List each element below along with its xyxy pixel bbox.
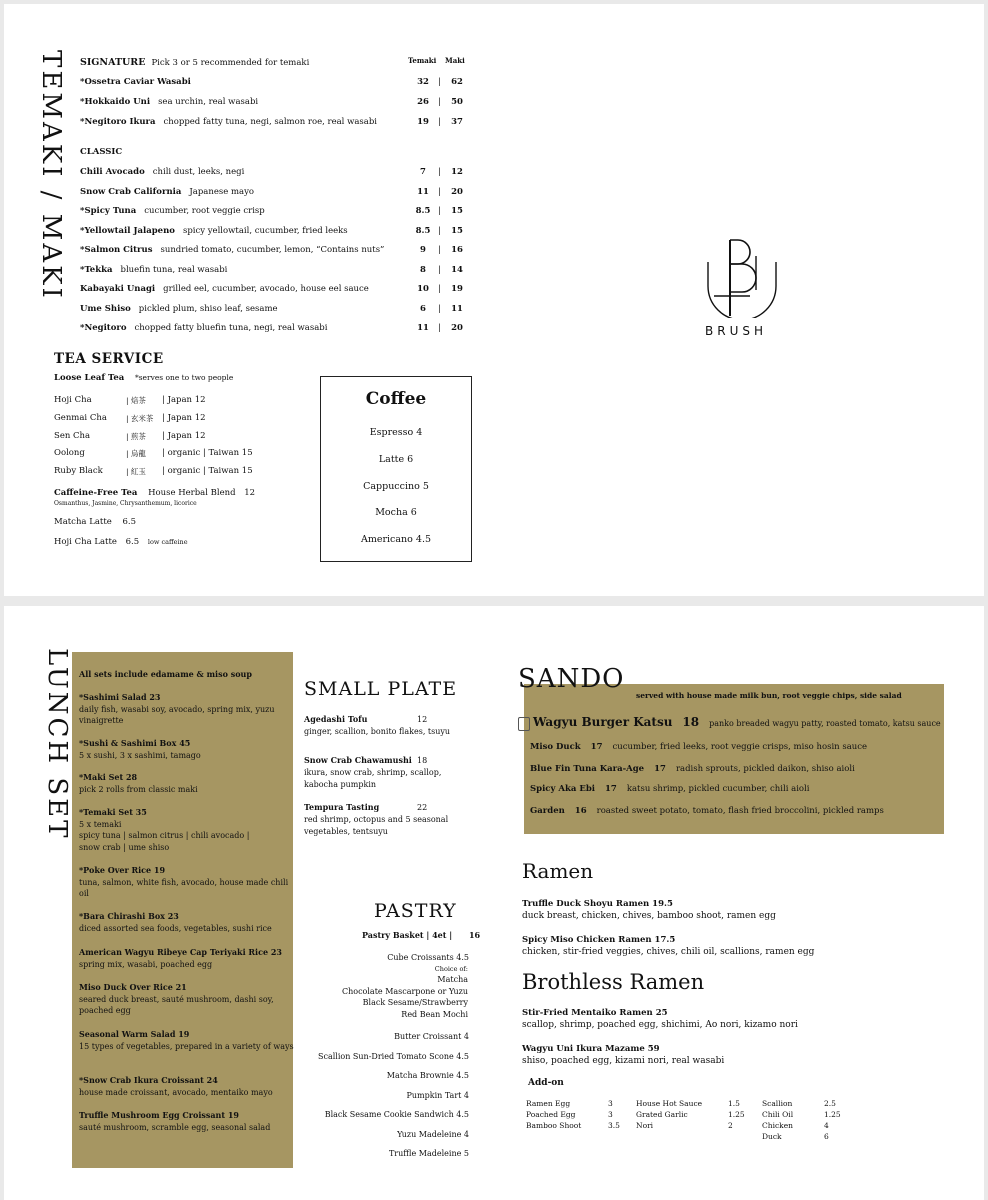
addon-cell: Ramen Egg	[526, 1099, 571, 1108]
addon-cell: Duck	[762, 1132, 782, 1141]
classic-item	[80, 245, 440, 255]
lunch-set-item-title: *Sushi & Sashimi Box 45	[79, 738, 191, 748]
addon-cell: Scallion	[762, 1099, 793, 1108]
pastry-flavor: Matcha	[437, 975, 468, 984]
loose-leaf-title: Loose Leaf Tea	[54, 373, 125, 383]
lunch-set-item-title: Seasonal Warm Salad 19	[79, 1029, 190, 1039]
classic-item-divider: |	[438, 206, 441, 216]
tea-item-kanji: | 烏龍	[126, 449, 146, 459]
signature-item-name: *Hokkaido Uni	[80, 97, 151, 107]
sando-item-desc: cucumber, fried leeks, root veggie crisps, miso hosin sauce	[612, 742, 868, 752]
pastry-item: Butter Croissant 4	[394, 1032, 469, 1041]
classic-item-maki-price: 20	[451, 323, 463, 333]
addon-cell	[608, 1131, 636, 1142]
small-plate-item-name: Tempura Tasting	[304, 802, 380, 812]
tea-item-name: Genmai Cha	[54, 412, 107, 423]
matcha-latte-name: Matcha Latte	[54, 517, 112, 527]
addon-cell: 3	[608, 1110, 613, 1119]
coffee-item: Espresso 4	[369, 427, 423, 438]
lunch-set-item-desc: 15 types of vegetables, prepared in a variety of ways	[79, 1041, 294, 1051]
ramen-item-desc: duck breast, chicken, chives, bamboo shoot, ramen egg	[522, 911, 776, 921]
classic-heading: CLASSIC	[80, 147, 123, 157]
signature-heading	[80, 57, 309, 68]
signature-item-desc: sea urchin, real wasabi	[158, 97, 259, 107]
lunch-set-item	[79, 772, 294, 795]
lunch-set-header: All sets include edamame & miso soup	[79, 669, 252, 679]
classic-item-desc: spicy yellowtail, cucumber, fried leeks	[182, 225, 348, 236]
lunch-set-item	[79, 911, 294, 934]
brush-logo-icon	[704, 234, 780, 318]
classic-item	[80, 323, 440, 333]
lunch-set-item-title: Miso Duck Over Rice 21	[79, 982, 187, 992]
addon-row	[526, 1098, 848, 1109]
tea-item-name: Oolong	[54, 448, 85, 459]
lunch-set-item-desc: 5 x sushi, 3 x sashimi, tamago	[79, 750, 201, 760]
addon-cell: Chili Oil	[762, 1110, 794, 1119]
brothless-item-title: Stir-Fried Mentaiko Ramen 25	[522, 1008, 668, 1018]
addon-cell: 2.5	[824, 1099, 836, 1108]
classic-item	[80, 226, 440, 236]
classic-item	[80, 187, 440, 197]
cube-croissants: Cube Croissants 4.5	[387, 953, 469, 962]
classic-item-temaki-price: 8.5	[415, 225, 431, 236]
classic-item-maki-price: 12	[451, 167, 463, 177]
lunch-set-item	[79, 947, 294, 970]
small-plate-item-desc: ginger, scallion, bonito flakes, tsuyu	[304, 727, 451, 736]
lunch-set-item-title: American Wagyu Ribeye Cap Teriyaki Rice 23	[79, 947, 282, 957]
signature-item-maki-price: 50	[451, 97, 463, 107]
caffeine-free-desc: House Herbal Blend	[148, 488, 236, 498]
coffee-heading: Coffee	[365, 389, 427, 409]
menu-page-temaki	[4, 4, 984, 596]
classic-item-maki-price: 14	[451, 264, 463, 275]
addon-cell: 4	[824, 1121, 829, 1130]
classic-item-temaki-price: 8	[420, 264, 426, 275]
menu-page-lunch	[4, 606, 984, 1200]
lunch-set-item-desc: 5 x temaki spicy tuna | salmon citrus | chili avocado | snow crab | ume shiso	[79, 819, 250, 852]
sando-item-price: 17	[590, 742, 603, 752]
tea-item-kanji: | 焙茶	[126, 396, 146, 405]
classic-item-desc: pickled plum, shiso leaf, sesame	[138, 303, 278, 314]
sando-item-desc: panko breaded wagyu patty, roasted tomato, katsu sauce	[709, 719, 941, 728]
lunch-set-item-desc: seared duck breast, sauté mushroom, dashi soy, poached egg	[79, 994, 274, 1015]
tea-item-origin: | Japan 12	[162, 412, 206, 423]
sando-item-name: Spicy Aka Ebi	[530, 784, 595, 794]
addon-cell: 1.5	[728, 1099, 740, 1108]
sando-item	[530, 784, 809, 794]
classic-item-desc: bluefin tuna, real wasabi	[120, 264, 228, 275]
ramen-item-title: Truffle Duck Shoyu Ramen 19.5	[522, 899, 673, 909]
classic-item-divider: |	[438, 186, 441, 197]
sando-item-name: Miso Duck	[530, 742, 581, 752]
classic-item-maki-price: 11	[451, 303, 463, 314]
classic-item-name: Snow Crab California	[80, 186, 182, 197]
lunch-set-item-desc: house made croissant, avocado, mentaiko mayo	[79, 1087, 273, 1097]
classic-item-temaki-price: 8.5	[415, 206, 431, 216]
ramen-heading: Ramen	[522, 859, 594, 883]
sando-item-name: Garden	[530, 806, 565, 816]
sando-item-price: 17	[654, 764, 666, 774]
brothless-item-title: Wagyu Uni Ikura Mazame 59	[522, 1044, 660, 1054]
lunch-set-item-desc: spring mix, wasabi, poached egg	[79, 959, 213, 969]
classic-item	[80, 206, 440, 216]
lunch-set-item	[79, 692, 294, 727]
lunch-set-item	[79, 1110, 294, 1133]
classic-item-maki-price: 19	[451, 284, 463, 294]
addon-row	[526, 1131, 848, 1142]
classic-item	[80, 167, 440, 177]
coffee-item: Latte 6	[378, 453, 414, 465]
classic-item-name: *Salmon Citrus	[80, 245, 153, 255]
brothless-ramen-heading: Brothless Ramen	[522, 970, 705, 994]
lunch-set-item-desc: sauté mushroom, scramble egg, seasonal salad	[79, 1122, 271, 1132]
brothless-item-desc: scallop, shrimp, poached egg, shichimi, Ao nori, kizamo nori	[522, 1020, 798, 1030]
classic-item-maki-price: 15	[451, 206, 463, 216]
signature-item	[80, 97, 440, 107]
sando-item	[530, 742, 867, 752]
lunch-set-item	[79, 807, 294, 853]
tea-item-origin: | organic | Taiwan 15	[162, 466, 253, 477]
classic-item-temaki-price: 6	[420, 303, 426, 314]
classic-item-desc: chopped fatty bluefin tuna, negi, real wasabi	[134, 323, 328, 333]
classic-item-temaki-price: 11	[417, 186, 429, 197]
lunch-set-item	[79, 865, 294, 900]
signature-item-temaki-price: 26	[417, 97, 429, 107]
addon-cell: Bamboo Shoot	[526, 1121, 582, 1130]
classic-item	[80, 304, 440, 314]
signature-item	[80, 117, 440, 127]
tea-item-kanji: | 玄米茶	[126, 413, 154, 423]
lunch-set-item-title: *Sashimi Salad 23	[79, 692, 161, 702]
tea-item-name: Hoji Cha	[54, 395, 92, 405]
matcha-latte-line	[54, 517, 136, 527]
lunch-set-item	[79, 1075, 294, 1098]
brush-logo-text: BRUSH	[705, 324, 767, 338]
pastry-basket-price: 16	[468, 930, 481, 940]
addon-cell: Poached Egg	[526, 1110, 576, 1119]
classic-item-name: *Spicy Tuna	[80, 206, 137, 216]
signature-item	[80, 77, 440, 87]
classic-item-desc: cucumber, root veggie crisp	[144, 206, 265, 216]
classic-item-desc: grilled eel, cucumber, avocado, house eel sauce	[163, 284, 369, 294]
classic-item-name: *Yellowtail Jalapeno	[80, 225, 175, 236]
signature-title: SIGNATURE	[80, 57, 146, 68]
loose-leaf-label	[54, 373, 233, 383]
classic-item-name: Chili Avocado	[80, 167, 145, 177]
lunch-set-item-desc: diced assorted sea foods, vegetables, sushi rice	[79, 923, 272, 933]
classic-item-name: Kabayaki Unagi	[80, 284, 156, 294]
classic-item-divider: |	[438, 284, 441, 294]
addon-cell: House Hot Sauce	[636, 1099, 703, 1108]
signature-item-desc: chopped fatty tuna, negi, salmon roe, real wasabi	[163, 117, 378, 127]
sando-item	[530, 806, 884, 816]
signature-note: Pick 3 or 5 recommended for temaki	[151, 58, 310, 68]
classic-item-maki-price: 20	[451, 186, 463, 197]
classic-item	[80, 284, 440, 294]
sando-item-price: 17	[605, 784, 617, 794]
classic-item-temaki-price: 10	[417, 284, 429, 294]
tea-item-name: Sen Cha	[54, 430, 91, 441]
pastry-flavor: Black Sesame/Strawberry	[362, 998, 468, 1008]
pastry-heading: PASTRY	[374, 900, 457, 922]
classic-item	[80, 265, 440, 275]
addon-row	[526, 1120, 848, 1131]
loose-leaf-note: *serves one to two people	[134, 373, 234, 382]
classic-item-divider: |	[438, 245, 441, 255]
coffee-box	[320, 376, 472, 562]
lunch-set-item	[79, 982, 294, 1017]
small-plate-item-desc: ikura, snow crab, shrimp, scallop, kabocha pumpkin	[304, 768, 442, 789]
hoji-latte-line	[54, 537, 188, 547]
col-header-temaki: Temaki	[408, 56, 437, 65]
lunch-set-item-desc: pick 2 rolls from classic maki	[79, 784, 198, 794]
drag-handle-icon	[518, 717, 530, 731]
classic-item-name: *Negitoro	[80, 323, 127, 333]
col-header-maki: Maki	[445, 56, 465, 65]
pastry-item: Black Sesame Cookie Sandwich 4.5	[324, 1110, 469, 1119]
pastry-flavor: Chocolate Mascarpone or Yuzu	[341, 986, 468, 996]
pastry-item: Truffle Madeleine 5	[388, 1149, 469, 1158]
signature-item-temaki-price: 19	[417, 117, 429, 127]
classic-item-maki-price: 15	[451, 225, 463, 236]
sando-item-price: 16	[574, 806, 587, 816]
pastry-basket	[362, 930, 480, 940]
addon-cell	[526, 1131, 608, 1142]
sando-heading: SANDO	[518, 664, 625, 694]
ramen-item-desc: chicken, stir-fried veggies, chives, chili oil, scallions, ramen egg	[522, 947, 815, 957]
tea-item-name: Ruby Black	[54, 466, 103, 477]
signature-item-maki-price: 37	[451, 117, 463, 127]
pastry-item: Pumpkin Tart 4	[406, 1090, 469, 1100]
coffee-item: Mocha 6	[375, 507, 417, 519]
sando-item	[530, 764, 855, 774]
classic-item-maki-price: 16	[451, 245, 463, 255]
lunch-set-item	[79, 1029, 294, 1052]
classic-item-name: Ume Shiso	[80, 303, 131, 314]
pastry-item: Yuzu Madeleine 4	[397, 1129, 469, 1139]
signature-item-divider: |	[438, 77, 441, 87]
classic-item-desc: Japanese mayo	[189, 186, 255, 197]
small-plate-item-price: 18	[417, 756, 428, 765]
signature-item-divider: |	[438, 97, 441, 107]
addon-row	[526, 1109, 848, 1120]
tea-service-heading: TEA SERVICE	[54, 351, 164, 367]
tea-item-kanji: | 煎茶	[126, 431, 146, 441]
small-plate-item-price: 22	[417, 803, 428, 812]
lunch-set-item-title: *Snow Crab Ikura Croissant 24	[79, 1075, 218, 1085]
brothless-item-desc: shiso, poached egg, kizami nori, real wasabi	[522, 1056, 725, 1066]
classic-item-divider: |	[438, 167, 441, 177]
signature-item-maki-price: 62	[451, 77, 463, 87]
lunch-set-item-desc: daily fish, wasabi soy, avocado, spring mix, yuzu vinaigrette	[79, 704, 275, 725]
addon-cell: 1.25	[728, 1110, 745, 1119]
classic-item-desc: sundried tomato, cucumber, lemon, “Contains nuts”	[160, 245, 385, 255]
coffee-item: Cappuccino 5	[363, 480, 429, 492]
classic-item-divider: |	[438, 225, 441, 236]
addon-cell: 6	[824, 1132, 829, 1141]
small-plate-item-desc: red shrimp, octopus and 5 seasonal vegetables, tentsuyu	[304, 815, 449, 836]
small-plate-item-price: 12	[417, 715, 428, 724]
sando-item-name: Blue Fin Tuna Kara-Age	[530, 764, 645, 774]
sando-item-desc: roasted sweet potato, tomato, flash fried broccolini, pickled ramps	[596, 806, 884, 816]
sando-item-price: 18	[682, 715, 700, 729]
lunch-set-vertical-title: LUNCH SET	[42, 648, 72, 841]
matcha-latte-price: 6.5	[122, 517, 136, 527]
small-plate-item-name: Snow Crab Chawamushi	[304, 755, 412, 765]
coffee-item: Americano 4.5	[360, 534, 432, 546]
lunch-set-item-title: *Poke Over Rice 19	[79, 865, 166, 875]
tea-item-kanji: | 紅玉	[126, 467, 146, 477]
caffeine-free-title: Caffeine-Free Tea	[54, 488, 138, 498]
classic-item-temaki-price: 9	[420, 245, 426, 255]
addon-cell	[636, 1131, 728, 1142]
sando-item	[518, 715, 941, 731]
addon-heading: Add-on	[528, 1078, 564, 1088]
tea-item-origin: | organic | Taiwan 15	[162, 448, 253, 459]
classic-item-divider: |	[438, 303, 441, 314]
pastry-basket-label: Pastry Basket | 4et |	[362, 930, 453, 940]
addon-cell: 1.25	[824, 1110, 841, 1119]
pastry-flavor: Red Bean Mochi	[401, 1010, 468, 1020]
sando-item-name: Wagyu Burger Katsu	[533, 715, 673, 729]
lunch-set-item-title: *Temaki Set 35	[79, 807, 147, 817]
small-plate-heading: SMALL PLATE	[304, 678, 458, 700]
signature-item-name: *Negitoro Ikura	[80, 117, 156, 127]
sando-note: served with house made milk bun, root veggie chips, side salad	[636, 691, 902, 700]
classic-item-desc: chili dust, leeks, negi	[152, 167, 245, 177]
sando-item-desc: katsu shrimp, pickled cucumber, chili aioli	[626, 784, 810, 794]
lunch-set-item-title: *Maki Set 28	[79, 772, 138, 782]
pastry-item: Matcha Brownie 4.5	[386, 1071, 469, 1080]
addon-cell	[728, 1131, 762, 1142]
signature-item-divider: |	[438, 117, 441, 127]
hoji-latte-note: low caffeine	[147, 538, 188, 546]
lunch-set-item	[79, 738, 294, 761]
sando-item-desc: radish sprouts, pickled daikon, shiso aioli	[675, 764, 855, 774]
classic-item-divider: |	[438, 323, 441, 333]
temaki-maki-vertical-title: TEMAKI / MAKI	[36, 50, 66, 301]
classic-item-temaki-price: 7	[420, 167, 426, 177]
caffeine-free-price: 12	[244, 488, 256, 498]
classic-item-divider: |	[438, 264, 441, 275]
addon-table	[526, 1098, 848, 1142]
lunch-set-item-title: *Bara Chirashi Box 23	[79, 911, 179, 921]
addon-cell: Nori	[636, 1121, 654, 1130]
hoji-latte-price: 6.5	[125, 537, 140, 547]
signature-item-name: *Ossetra Caviar Wasabi	[80, 77, 191, 87]
classic-item-temaki-price: 11	[417, 323, 429, 333]
caffeine-free-line	[54, 488, 255, 498]
choice-of-label: Choice of:	[434, 965, 468, 973]
pastry-item: Scallion Sun-Dried Tomato Scone 4.5	[318, 1051, 469, 1061]
addon-cell: 3.5	[608, 1121, 620, 1130]
addon-cell: 2	[728, 1121, 733, 1130]
ramen-item-title: Spicy Miso Chicken Ramen 17.5	[522, 935, 676, 945]
hoji-latte-name: Hoji Cha Latte	[54, 537, 117, 547]
addon-cell: 3	[608, 1099, 613, 1108]
tea-item-origin: | Japan 12	[162, 395, 206, 405]
tea-item-origin: | Japan 12	[162, 430, 206, 441]
lunch-set-item-title: Truffle Mushroom Egg Croissant 19	[79, 1110, 239, 1120]
signature-item-temaki-price: 32	[417, 77, 429, 87]
addon-cell: Chicken	[762, 1121, 793, 1130]
addon-cell: Grated Garlic	[636, 1110, 688, 1119]
classic-item-name: *Tekka	[80, 264, 113, 275]
caffeine-free-ingredients: Osmanthus, Jasmine, Chrysanthemum, licorice	[54, 500, 197, 507]
small-plate-item-name: Agedashi Tofu	[304, 714, 368, 724]
lunch-set-item-desc: tuna, salmon, white fish, avocado, house made chili oil	[79, 877, 289, 898]
